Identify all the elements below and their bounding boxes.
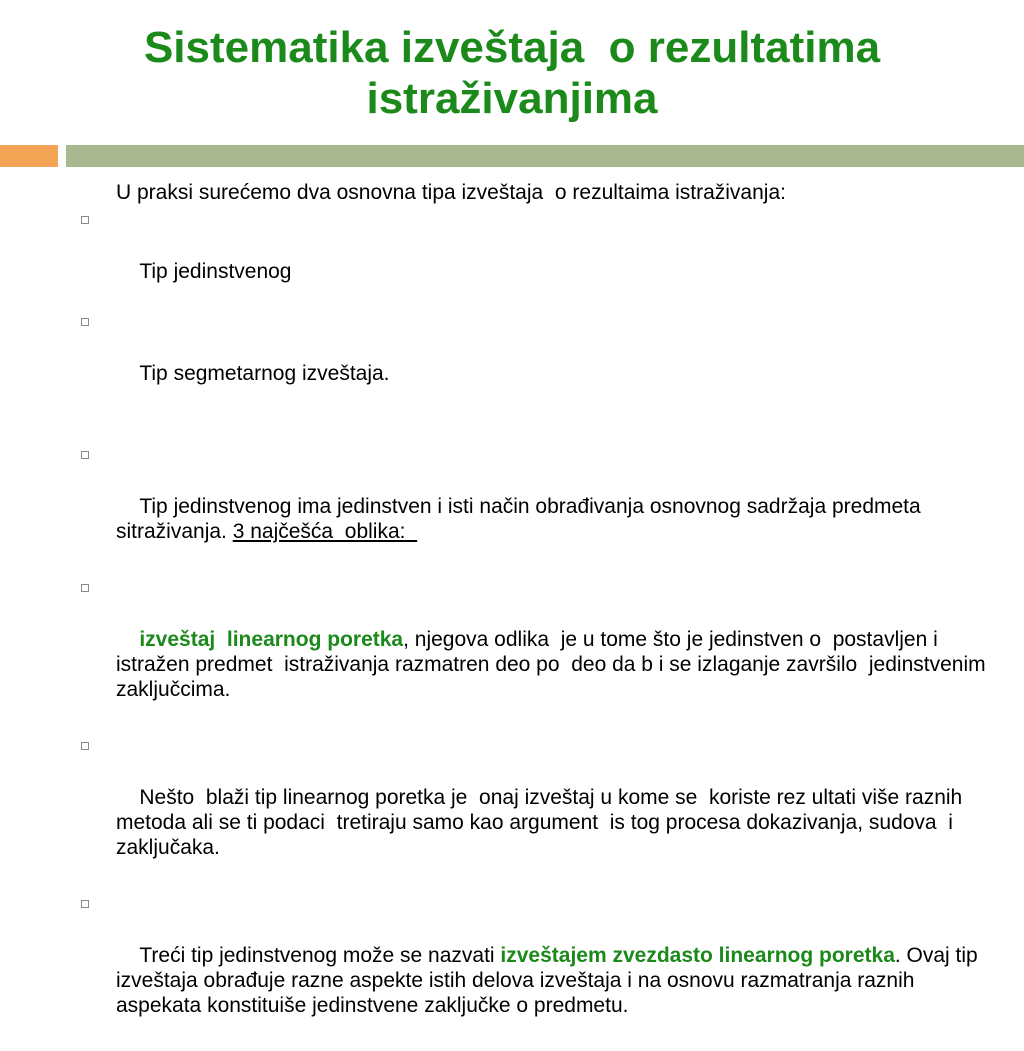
square-bullet-icon (81, 318, 89, 326)
title-line-1: Sistematika izveštaja o rezultatima (143, 23, 881, 72)
square-bullet-icon (81, 451, 89, 459)
square-bullet-icon (81, 900, 89, 908)
bullet-text: Nešto blaži tip linearnog poretka je onaj izveštaj u kome se koriste rez ultati više raznih metoda ali se ti podaci tretiraju samo kao argument is tog procesa dokazivanja, sudova i zaključaka. (116, 786, 974, 859)
title-line-2: istraživanjima (366, 74, 658, 123)
square-bullet-icon (81, 584, 89, 592)
bullet-text: . Ovaj tip izveštaja obrađuje razne aspekte istih delova izveštaja i na osnovu razmatranja raznih aspekata konstituiše jedinstvene zaključke o predmetu. (116, 944, 984, 1017)
list-item (76, 209, 996, 309)
highlight-term: izveštajem zvezdasto linearnog poretka (500, 944, 895, 967)
bullet-text: Treći tip jedinstvenog može se nazvati (139, 944, 501, 967)
bullet-text: Tip jedinstvenog ima jedinstven i isti način obrađivanja osnovnog sadržaja predmeta sitraživanja. (116, 495, 927, 543)
bullet-text: , njegova odlika je u tome što je jedinstven o postavljen i istražen predmet istraživanja razmatren deo po deo da b i se izlaganje završilo jedinstvenim zaključcima. (116, 628, 992, 701)
square-bullet-icon (81, 216, 89, 224)
list-item (76, 735, 996, 885)
decorative-bar-green (66, 145, 1024, 167)
underlined-text: 3 najčešća oblika: (232, 520, 418, 543)
highlight-term: izveštaj linearnog poretka (139, 628, 404, 651)
intro-text: U praksi surećemo dva osnovna tipa izveštaja o rezultaima istraživanja: (116, 181, 786, 204)
slide-title (40, 22, 984, 124)
list-item (76, 893, 996, 1043)
decorative-bar-orange (0, 145, 58, 167)
bullet-text: Tip segmetarnog izveštaja. (139, 362, 390, 385)
list-item (76, 444, 996, 569)
square-bullet-icon (81, 742, 89, 750)
list-item (76, 577, 996, 727)
bullet-text: Tip jedinstvenog (139, 260, 292, 283)
list-item (76, 311, 996, 411)
slide-body (76, 180, 996, 1051)
